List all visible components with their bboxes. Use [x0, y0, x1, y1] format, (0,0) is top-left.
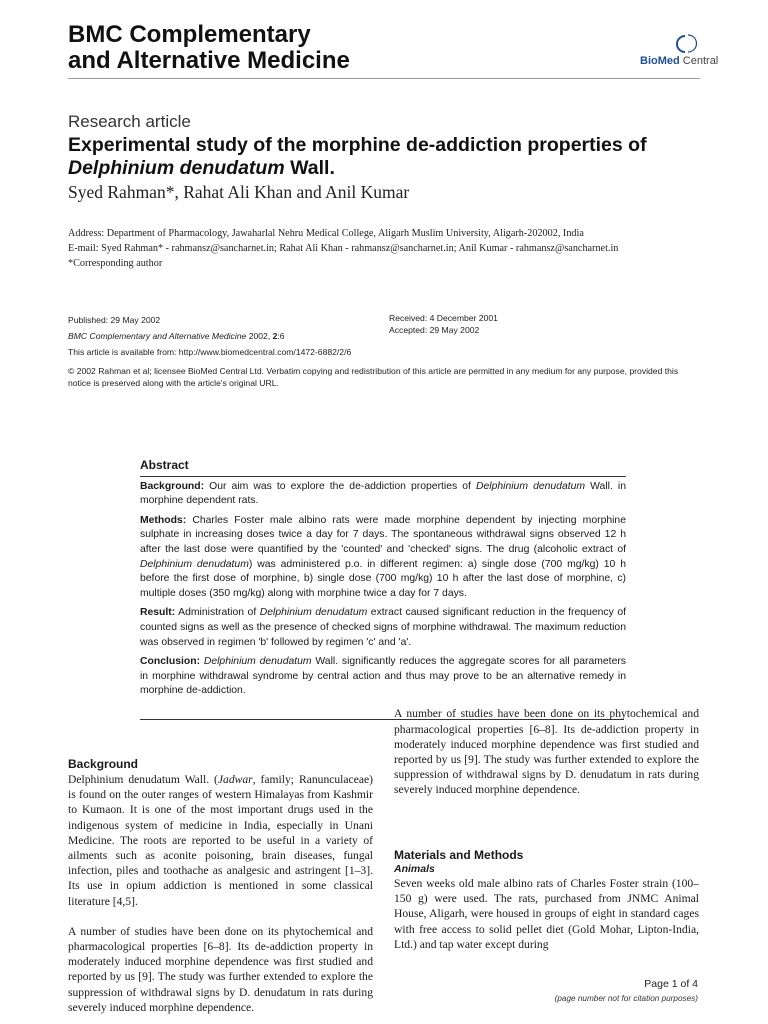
journal-title-line1: BMC Complementary [68, 21, 311, 48]
citation [68, 328, 351, 344]
abstract-background [140, 480, 626, 509]
article-title-line1: Experimental study of the morphine de-addiction properties of [68, 134, 647, 156]
materials-methods-heading: Materials and Methods [394, 848, 524, 862]
author-emails: E-mail: Syed Rahman* - rahmansz@sancharnet.in; Rahat Ali Khan - rahmansz@sancharnet.in; Anil Kumar - rahmansz@sancharnet.in [68, 243, 619, 254]
article-title-species: Delphinium denudatum [68, 157, 285, 179]
abstract-conclusion [140, 655, 626, 699]
abstract-result-text2: extract caused significant reduction in the frequency of counted signs as well as the presence of checked signs of morphine withdrawal. The maximum reduction was observed in regimen 'b' followed by regimen 'c' and 'a'. [140, 607, 627, 648]
animals-paragraph: Seven weeks old male albino rats of Charles Foster strain (100–150 g) were used. The rats, purchased from JNMC Animal House, Aligarh, were housed in groups of eight in standard cages with free access to solid pellet diet (Gold Mohar, Lipton-India, Ltd.) and tap water except during [394, 877, 699, 951]
body-column-left [68, 757, 373, 1014]
abstract-background-species: Delphinium denudatum [476, 480, 586, 492]
background-heading: Background [68, 757, 139, 771]
background-paragraph-1 [68, 772, 373, 909]
animals-subheading: Animals [394, 863, 435, 875]
biomed-central-logo-text [640, 55, 718, 67]
received-accepted [389, 312, 498, 336]
article-type: Research article [68, 112, 191, 131]
logo-biomed: BioMed [640, 55, 680, 67]
header-divider [68, 78, 700, 79]
author-address: Address: Department of Pharmacology, Jawaharlal Nehru Medical College, Aligarh Muslim University, Aligarh-202002, India [68, 228, 584, 239]
abstract-box [140, 458, 626, 704]
abstract-methods-label: Methods: [140, 514, 187, 526]
background-paragraph-2-continued [394, 707, 699, 828]
citation-year: 2002, [246, 331, 273, 341]
abstract-methods [140, 514, 626, 602]
corresponding-author-note: *Corresponding author [68, 258, 163, 269]
citation-article: :6 [277, 331, 285, 341]
published-date: Published: 29 May 2002 [68, 315, 161, 325]
body-column-right [394, 707, 699, 952]
authors: Syed Rahman*, Rahat Ali Khan and Anil Kumar [68, 182, 410, 202]
abstract-result-text1: Administration of [175, 607, 260, 619]
accepted-date: Accepted: 29 May 2002 [389, 325, 480, 335]
address-block [68, 226, 708, 271]
copyright-notice: © 2002 Rahman et al; licensee BioMed Central Ltd. Verbatim copying and redistribution of this article are permitted in any medium for any purpose, provided this notice is preserved along with the article's original URL. [68, 366, 679, 388]
article-title-rest: Wall. [284, 157, 335, 179]
journal-title-line2: and Alternative Medicine [68, 47, 350, 74]
journal-title [68, 22, 350, 74]
abstract-background-label: Background: [140, 480, 205, 492]
citation-volume: 2 [272, 331, 278, 341]
abstract-conclusion-label: Conclusion: [140, 656, 201, 668]
abstract-background-text1: Our aim was to explore the de-addiction properties of [204, 480, 477, 492]
background-paragraph-2: A number of studies have been done on its phytochemical and pharmacological properties [6–8]. Its de-addiction property in moderately induced morphine dependence was first studied and reported by us [9]. The study was further extended to explore the suppression of withdrawal signs by D. denudatum in rats during severely induced morphine dependence. [68, 924, 373, 1014]
logo-central: Central [679, 55, 719, 67]
abstract-methods-species: Delphinium denudatum [140, 558, 249, 570]
bg-p2-continued: A number of studies have been done on its phytochemical and pharmacological properties [6–8]. Its de-addiction property in moderately induced morphine dependence was first studied and reported by us [9]. The study was further extended to explore the suppression of withdrawal signs by D. denudatum in rats during severely induced morphine dependence. [394, 707, 699, 797]
abstract-conclusion-text: Wall. significantly reduces the aggregate scores for all parameters in morphine withdrawal syndrome by central action and thus may prove to be an alternative remedy in morphine de-addiction. [140, 656, 627, 697]
bg-p1-rest: , family; Ranunculaceae) is found on the outer ranges of western Himalayas from Kashmir to Kumaon. It is one of the most important drugs used in the indigenous system of medicine in India, especially in Unani Medicine. The roots are reported to be useful in a variety of ailments such as aconite poisoning, brain diseases, fungal infection, piles and toothache as analgesic and astringent [1–3]. Its use in opium addiction is mentioned in some classical literature [4,5]. [68, 773, 373, 908]
publication-info [68, 312, 351, 360]
page-number: Page 1 of 4 [644, 978, 698, 990]
bg-p1-start: Delphinium denudatum Wall. ( [68, 773, 218, 786]
abstract-result-label: Result: [140, 607, 176, 619]
received-date: Received: 4 December 2001 [389, 313, 498, 323]
page-number-note: (page number not for citation purposes) [554, 994, 698, 1003]
abstract-methods-text2: ) was administered p.o. in different regimen: a) single dose (700 mg/kg) 10 h before the first dose of morphine, b) single dose (700 mg/kg) 10 h after the last dose of morphine, c) multiple doses (350 mg/kg) along with morphine twice a day for 7 days. [140, 558, 626, 599]
abstract-methods-text1: Charles Foster male albino rats were made morphine dependent by injecting morphine sulphate in increasing doses twice a day for 7 days. The spontaneous withdrawal signs observed 12 h after the last dose were quantified by the 'counted' and 'checked' signs. The drug (alcoholic extract of [140, 514, 626, 555]
citation-journal: BMC Complementary and Alternative Medicine [68, 331, 247, 341]
abstract-result [140, 606, 626, 650]
article-url[interactable]: This article is available from: http://www.biomedcentral.com/1472-6882/2/6 [68, 347, 352, 357]
abstract-conclusion-species: Delphinium denudatum [203, 656, 312, 668]
abstract-background-text2: Wall. in morphine dependent rats. [140, 480, 626, 507]
bg-p1-jadwar: Jadwar [217, 773, 253, 786]
abstract-heading: Abstract [140, 458, 626, 477]
article-title [68, 134, 708, 180]
abstract-result-species: Delphinium denudatum [259, 607, 368, 619]
